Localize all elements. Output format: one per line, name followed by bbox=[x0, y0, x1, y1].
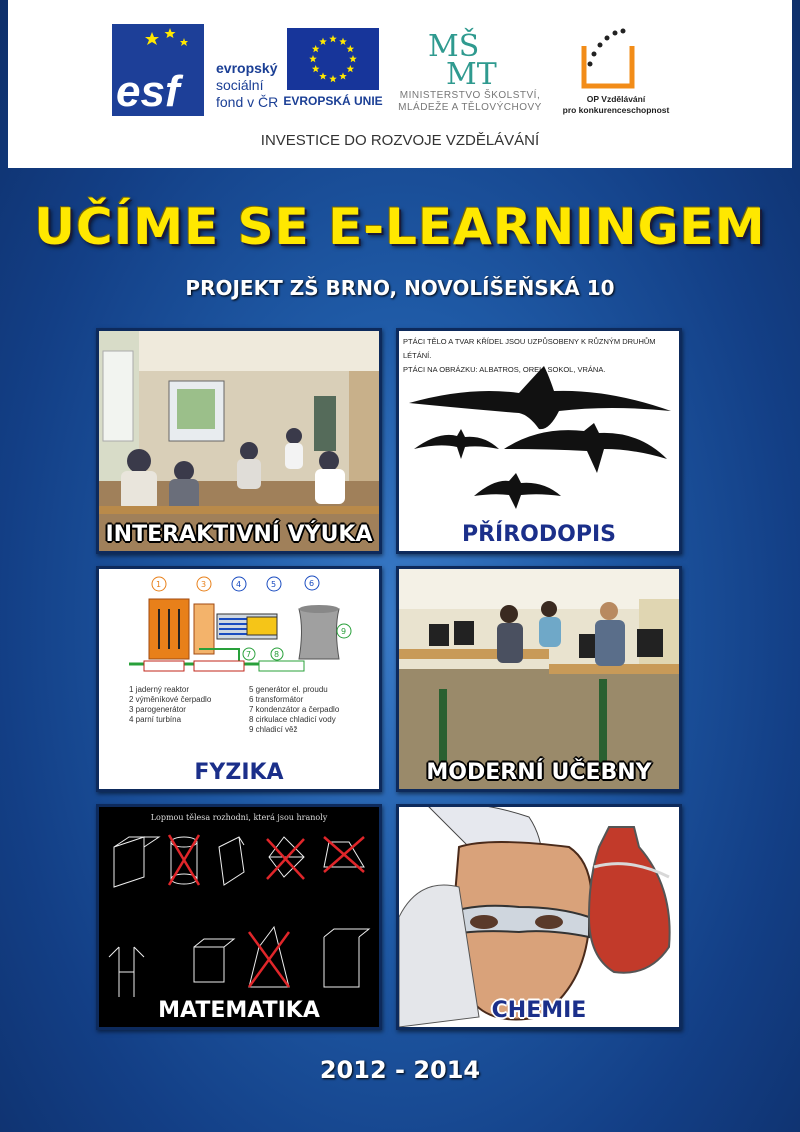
op-line-1: OP Vzdělávání bbox=[586, 94, 646, 104]
physics-legend-item: 2 výměníkové čerpadlo bbox=[129, 695, 212, 704]
svg-text:3: 3 bbox=[201, 580, 207, 589]
tile-biology bbox=[396, 328, 682, 554]
eu-flag-icon bbox=[287, 28, 379, 90]
svg-text:MT: MT bbox=[446, 57, 497, 86]
msmt-line-1: MINISTERSTVO ŠKOLSTVÍ, bbox=[399, 90, 541, 101]
msmt-logo-icon bbox=[426, 26, 516, 86]
op-line-2: pro konkurenceschopnost bbox=[562, 105, 670, 115]
msmt-line-2: MLÁDEŽE A TĚLOVÝCHOVY bbox=[398, 102, 542, 113]
header-tagline: INVESTICE DO ROZVOJE VZDĚLÁVÁNÍ bbox=[260, 132, 540, 149]
tile-caption-physics: FYZIKA bbox=[194, 760, 284, 785]
tile-chemistry bbox=[396, 804, 682, 1030]
svg-text:9: 9 bbox=[341, 627, 347, 636]
tile-mathematics bbox=[96, 804, 382, 1030]
page-title: UČÍME SE E-LEARNINGEM bbox=[34, 198, 766, 256]
physics-legend-item: 6 transformátor bbox=[249, 695, 304, 704]
esf-logo-text bbox=[216, 60, 278, 111]
svg-text:4: 4 bbox=[236, 580, 242, 589]
tile-caption-interactive-teaching: INTERAKTIVNÍ VÝUKA bbox=[105, 522, 373, 547]
msmt-label bbox=[380, 90, 560, 114]
classroom-photo bbox=[99, 331, 379, 551]
bird-silhouettes bbox=[399, 331, 679, 551]
svg-text:MŠ: MŠ bbox=[428, 29, 480, 64]
svg-text:6: 6 bbox=[309, 579, 315, 588]
esf-line-1: evropský bbox=[216, 60, 278, 76]
biology-text-line-2: PTÁCI NA OBRÁZKU: ALBATROS, OREL, SOKOL, VRÁNA. bbox=[403, 365, 606, 374]
svg-text:esf: esf bbox=[116, 67, 180, 116]
tile-caption-mathematics: MATEMATIKA bbox=[158, 998, 320, 1023]
computer-lab-photo bbox=[399, 569, 679, 789]
physics-legend-item: 3 parogenerátor bbox=[129, 705, 186, 714]
op-label bbox=[556, 94, 676, 116]
power-plant-diagram bbox=[99, 569, 379, 789]
physics-legend-item: 1 jaderný reaktor bbox=[129, 685, 190, 694]
op-logo-icon bbox=[576, 26, 638, 90]
esf-logo-icon bbox=[112, 24, 204, 116]
tile-modern-classrooms bbox=[396, 566, 682, 792]
esf-line-2: sociální bbox=[216, 77, 264, 93]
physics-legend-item: 4 parní turbína bbox=[129, 715, 182, 724]
svg-text:5: 5 bbox=[271, 580, 277, 589]
svg-text:1: 1 bbox=[156, 580, 162, 589]
svg-text:7: 7 bbox=[246, 650, 252, 659]
physics-legend-item: 7 kondenzátor a čerpadlo bbox=[249, 705, 340, 714]
tile-interactive-teaching bbox=[96, 328, 382, 554]
physics-legend-item: 9 chladicí věž bbox=[249, 725, 298, 734]
biology-text-line-1: PTÁCI TĚLO A TVAR KŘÍDEL JSOU UZPŮSOBENY K RŮZNÝM DRUHŮM LÉTÁNÍ. bbox=[403, 337, 656, 360]
esf-line-3: fond v ČR bbox=[216, 94, 279, 110]
physics-legend-right bbox=[249, 685, 374, 735]
svg-text:8: 8 bbox=[274, 650, 280, 659]
physics-legend-left bbox=[129, 685, 239, 725]
physics-legend-item: 8 cirkulace chladicí vody bbox=[249, 715, 336, 724]
project-years: 2012 - 2014 bbox=[319, 1056, 481, 1084]
tile-physics bbox=[96, 566, 382, 792]
chemist-illustration bbox=[399, 807, 679, 1027]
math-header-text: Lopmou tělesa rozhodni, která jsou hranoly bbox=[150, 813, 328, 822]
tile-caption-biology: PŘÍRODOPIS bbox=[461, 522, 616, 547]
tile-caption-chemistry: CHEMIE bbox=[491, 998, 587, 1023]
page-subtitle: PROJEKT ZŠ BRNO, NOVOLÍŠEŇSKÁ 10 bbox=[185, 276, 615, 300]
eu-label: EVROPSKÁ UNIE bbox=[283, 94, 383, 108]
solid-shapes-diagram bbox=[99, 807, 379, 1027]
tile-caption-modern-classrooms: MODERNÍ UČEBNY bbox=[426, 760, 652, 785]
physics-legend-item: 5 generátor el. proudu bbox=[249, 685, 328, 694]
